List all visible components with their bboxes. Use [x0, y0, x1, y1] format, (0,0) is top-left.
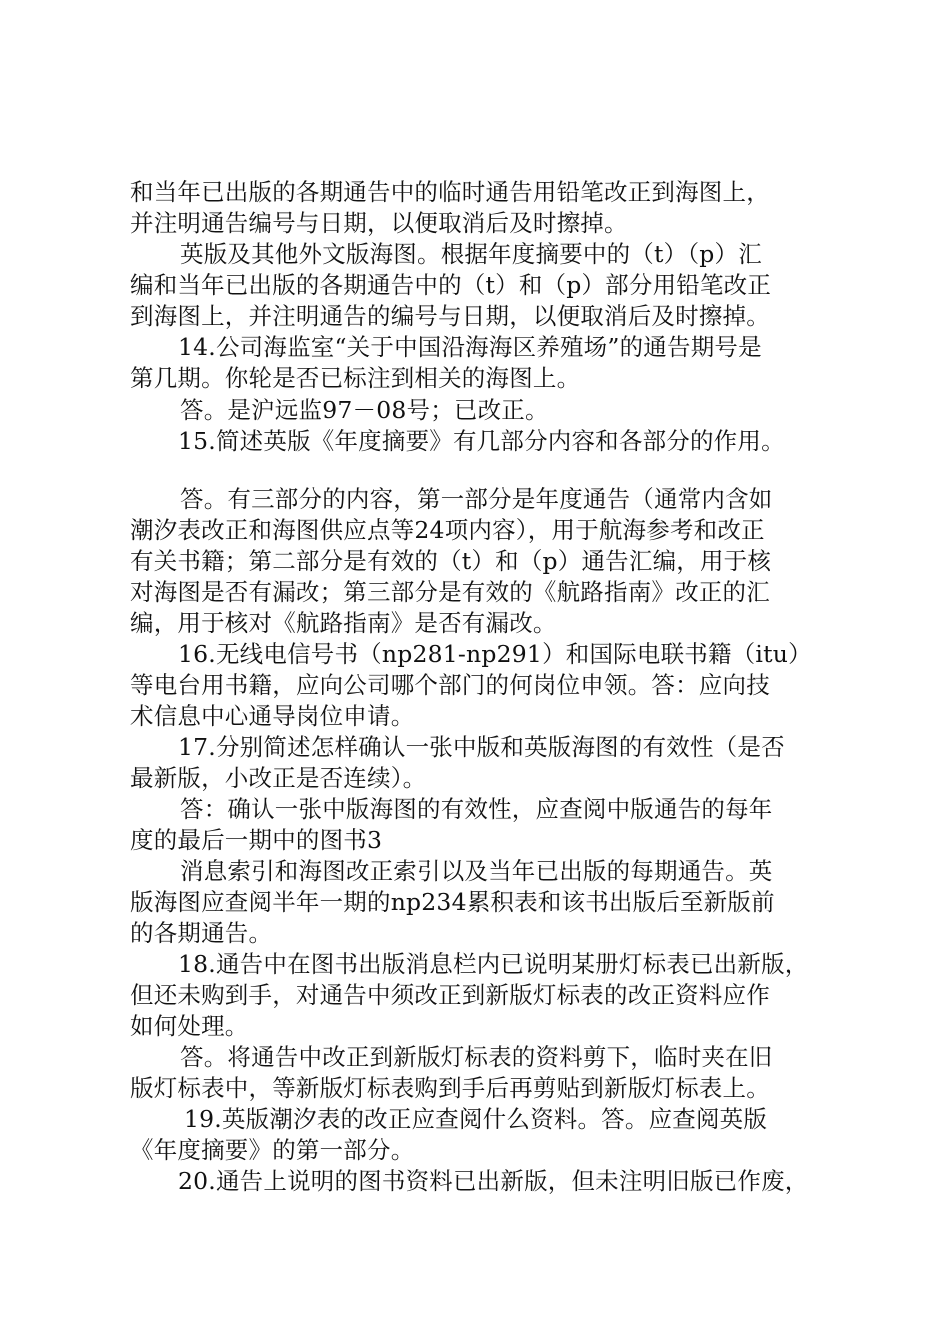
- text-line: 消息索引和海图改正索引以及当年已出版的每期通告。英: [180, 857, 773, 885]
- text-line: 答。将通告中改正到新版灯标表的资料剪下，临时夹在旧: [180, 1043, 773, 1071]
- text-line: 答：确认一张中版海图的有效性，应查阅中版通告的每年: [180, 795, 773, 823]
- text-line: 17.分别简述怎样确认一张中版和英版海图的有效性（是否: [178, 733, 785, 761]
- text-line: 15.简述英版《年度摘要》有几部分内容和各部分的作用。: [178, 427, 785, 455]
- text-line: 答。有三部分的内容，第一部分是年度通告（通常内含如: [180, 485, 773, 513]
- text-line: 术信息中心通导岗位申请。: [130, 702, 415, 730]
- text-line: 但还未购到手，对通告中须改正到新版灯标表的改正资料应作: [130, 981, 770, 1009]
- text-line: 度的最后一期中的图书3: [130, 826, 383, 854]
- text-line: 到海图上，并注明通告的编号与日期，以便取消后及时擦掉。: [130, 302, 770, 330]
- text-line: 并注明通告编号与日期，以便取消后及时擦掉。: [130, 209, 628, 237]
- text-line: 14.公司海监室“关于中国沿海海区养殖场”的通告期号是: [178, 333, 762, 361]
- text-line: 对海图是否有漏改；第三部分是有效的《航路指南》改正的汇: [130, 578, 770, 606]
- text-line: 潮汐表改正和海图供应点等24项内容），用于航海参考和改正: [130, 516, 765, 544]
- text-line: 答。是沪远监97－08号；已改正。: [180, 396, 549, 424]
- text-line: 最新版，小改正是否连续）。: [130, 764, 427, 792]
- text-line: 18.通告中在图书出版消息栏内已说明某册灯标表已出新版，: [178, 950, 809, 978]
- text-line: 编和当年已出版的各期通告中的（t）和（p）部分用铅笔改正: [130, 271, 772, 299]
- text-line: 英版及其他外文版海图。根据年度摘要中的（t）（p）汇: [180, 240, 762, 268]
- text-line: 版灯标表中，等新版灯标表购到手后再剪贴到新版灯标表上。: [130, 1074, 770, 1102]
- text-line: 等电台用书籍，应向公司哪个部门的何岗位申领。答：应向技: [130, 671, 770, 699]
- text-line: 和当年已出版的各期通告中的临时通告用铅笔改正到海图上，: [130, 178, 770, 206]
- text-line: 16.无线电信号书（np281-np291）和国际电联书籍（itu）: [178, 640, 812, 668]
- text-line: 有关书籍；第二部分是有效的（t）和（p）通告汇编，用于核: [130, 547, 772, 575]
- text-line: 19.英版潮汐表的改正应查阅什么资料。答。应查阅英版: [184, 1105, 768, 1133]
- text-line: 如何处理。: [130, 1012, 249, 1040]
- text-line: 第几期。你轮是否已标注到相关的海图上。: [130, 364, 581, 392]
- text-line: 《年度摘要》的第一部分。: [130, 1136, 415, 1164]
- text-line: 20.通告上说明的图书资料已出新版，但未注明旧版已作废，: [178, 1167, 809, 1195]
- text-line: 的各期通告。: [130, 919, 273, 947]
- text-line: 版海图应查阅半年一期的np234累积表和该书出版后至新版前: [130, 888, 775, 916]
- text-line: 编，用于核对《航路指南》是否有漏改。: [130, 609, 557, 637]
